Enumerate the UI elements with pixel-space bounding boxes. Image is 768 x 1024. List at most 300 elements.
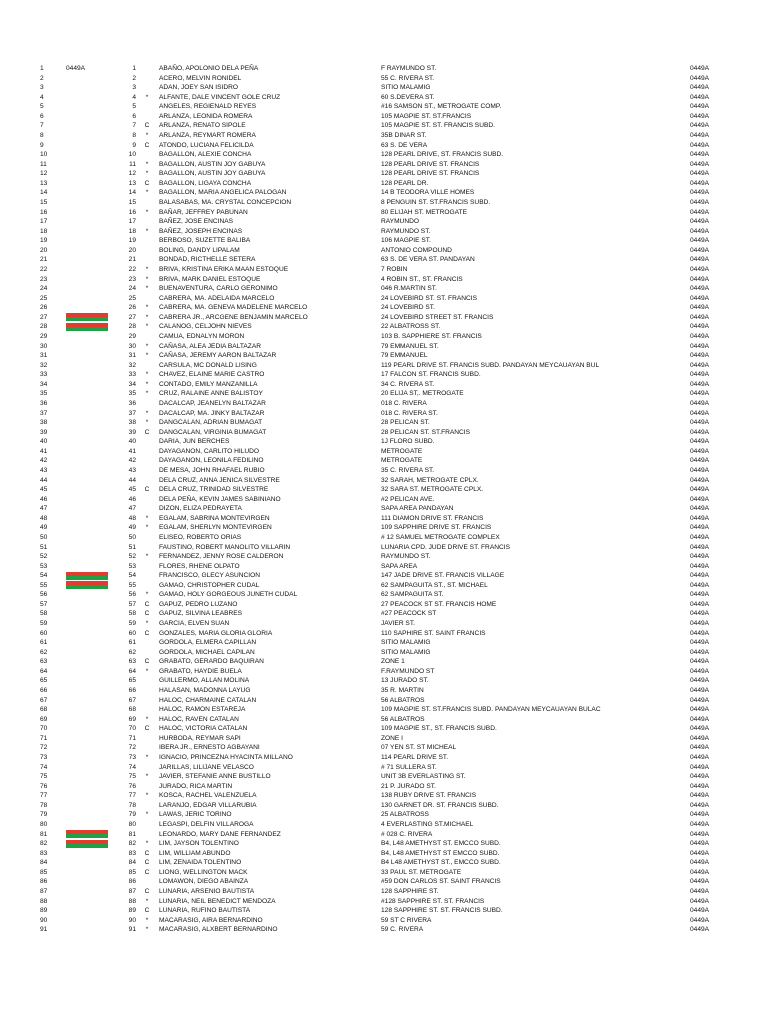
- voter-number: 50: [128, 533, 136, 541]
- row-seq-number: 41: [40, 447, 48, 455]
- precinct-code-right: 0449A: [690, 725, 710, 733]
- voter-number: 64: [128, 667, 136, 675]
- voter-address: # 028 C. RIVERA: [381, 830, 433, 838]
- table-row: [0, 141, 768, 151]
- voter-mark: *: [145, 93, 149, 101]
- precinct-code-right: 0449A: [690, 447, 710, 455]
- voter-address: SITIO MALAMIG: [381, 639, 431, 647]
- voter-address: 119 PEARL DRIVE ST. FRANCIS SUBD. PANDAYAN MEYCAUAYAN BUL: [381, 361, 600, 369]
- voter-number: 90: [128, 916, 136, 924]
- voter-name: ARLANZA, REYMART ROMERA: [159, 131, 256, 139]
- voter-address: LUNARIA CPD. JUDE DRIVE ST. FRANCIS: [381, 543, 510, 551]
- voter-number: 74: [128, 763, 136, 771]
- table-row: [0, 657, 768, 667]
- voter-name: MACARASIG, AIRA BERNARDINO: [159, 916, 263, 924]
- precinct-code-right: 0449A: [690, 342, 710, 350]
- voter-mark: *: [145, 189, 149, 197]
- voter-mark: *: [145, 160, 149, 168]
- row-seq-number: 23: [40, 275, 48, 283]
- voter-address: 32 SARAH, METROGATE CPLX.: [381, 476, 479, 484]
- voter-address: # 12 SAMUEL METROGATE COMPLEX: [381, 533, 500, 541]
- voter-address: 128 SAPPHIRE ST. ST. FRANCIS SUBD.: [381, 907, 503, 915]
- voter-number: 59: [128, 620, 136, 628]
- voter-address: 59 C. RIVERA: [381, 926, 424, 934]
- row-seq-number: 14: [40, 189, 48, 197]
- table-row: [0, 294, 768, 304]
- voter-address: SAPA AREA: [381, 562, 418, 570]
- precinct-code-right: 0449A: [690, 170, 710, 178]
- table-row: [0, 303, 768, 313]
- voter-number: 1: [132, 65, 136, 72]
- voter-address: 046 R.MARTIN ST.: [381, 285, 437, 293]
- voter-name: GAMAO, HOLY GORGEOUS JUNETH CUDAL: [159, 591, 298, 599]
- row-seq-number: 40: [40, 438, 48, 446]
- table-row: [0, 160, 768, 170]
- voter-number: 79: [128, 811, 136, 819]
- voter-number: 19: [128, 237, 136, 245]
- voter-name: GAPUZ, SILVINA LEABRES: [159, 610, 243, 618]
- precinct-code-right: 0449A: [690, 801, 710, 809]
- voter-name: IGNACIO, PRINCEZNA HYACINTA MILLANO: [159, 754, 293, 762]
- voter-mark: C: [144, 907, 150, 915]
- voter-name: JAVIER, STEFANIE ANNE BUSTILLO: [159, 773, 271, 781]
- precinct-code-right: 0449A: [690, 581, 710, 589]
- voter-name: JURADO, RICA MARTIN: [159, 782, 233, 790]
- voter-mark: C: [144, 725, 150, 733]
- row-seq-number: 43: [40, 466, 48, 474]
- voter-name: BUENAVENTURA, CARLO GERONIMO: [159, 285, 278, 293]
- row-seq-number: 39: [40, 428, 48, 436]
- voter-name: BAGALLON, MARIA ANGELICA PALOGAN: [159, 189, 287, 197]
- voter-name: GRABATO, HAYDIE BUELA: [159, 667, 242, 675]
- row-seq-number: 1: [40, 65, 44, 72]
- table-row: [0, 686, 768, 696]
- voter-address: 20 ELIJA ST,. METROGATE: [381, 390, 464, 398]
- table-row: [0, 284, 768, 294]
- row-seq-number: 16: [40, 208, 48, 216]
- precinct-code-right: 0449A: [690, 773, 710, 781]
- row-seq-number: 9: [40, 141, 44, 149]
- voter-name: BONDAD, RICTHELLE SETERA: [159, 256, 256, 264]
- voter-address: 21 P. JURADO ST.: [381, 782, 436, 790]
- row-seq-number: 59: [40, 620, 48, 628]
- voter-name: ALFANTE, DALE VINCENT GOLE CRUZ: [159, 93, 281, 101]
- precinct-code-right: 0449A: [690, 399, 710, 407]
- voter-number: 45: [128, 486, 136, 494]
- voter-name: ANGELES, REGIENALD REYES: [159, 103, 257, 111]
- row-seq-number: 61: [40, 639, 48, 647]
- table-row: [0, 820, 768, 830]
- voter-number: 5: [132, 103, 136, 111]
- voter-name: ACERO, MELVIN RONIDEL: [159, 74, 242, 82]
- voter-address: 109 SAPPHIRE DRIVE ST. FRANCIS: [381, 524, 492, 532]
- voter-name: DACALCAP, JEANELYN BALTAZAR: [159, 399, 266, 407]
- table-row: [0, 112, 768, 122]
- voter-mark: C: [144, 849, 150, 857]
- precinct-code-right: 0449A: [690, 687, 710, 695]
- precinct-code-right: 0449A: [690, 821, 710, 829]
- voter-mark: C: [144, 179, 150, 187]
- voter-number: 6: [132, 112, 136, 120]
- voter-number: 48: [128, 514, 136, 522]
- voter-name: GARCIA, ELVEN SUAN: [159, 620, 230, 628]
- precinct-code-right: 0449A: [690, 208, 710, 216]
- row-seq-number: 56: [40, 591, 48, 599]
- table-row: [0, 868, 768, 878]
- voter-number: 10: [128, 151, 136, 159]
- voter-mark: C: [144, 141, 150, 149]
- row-seq-number: 73: [40, 754, 48, 762]
- voter-name: BRIVA, MARK DANIEL ESTOQUE: [159, 275, 261, 283]
- voter-number: 82: [128, 840, 136, 848]
- table-row: [0, 179, 768, 189]
- voter-number: 26: [128, 304, 136, 312]
- voter-address: 62 SAMPAGUITA ST.: [381, 591, 444, 599]
- voter-name: IBERA JR., ERNESTO AGBAYANI: [159, 744, 260, 752]
- voter-name: EGALAM, SHERLYN MONTEVIRGEN: [159, 524, 272, 532]
- precinct-code-right: 0449A: [690, 610, 710, 618]
- table-row: [0, 667, 768, 677]
- table-row: [0, 466, 768, 476]
- voter-name: CONTADO, EMILY MANZANILLA: [159, 380, 258, 388]
- voter-name: BAÑAR, JEFFREY PABUNAN: [159, 208, 248, 216]
- voter-address: 13 JURADO ST.: [381, 677, 429, 685]
- precinct-code-right: 0449A: [690, 151, 710, 159]
- precinct-code-right: 0449A: [690, 486, 710, 494]
- row-seq-number: 67: [40, 696, 48, 704]
- voter-mark: C: [144, 610, 150, 618]
- voter-address: JAVIER ST.: [381, 620, 415, 628]
- table-row: [0, 906, 768, 916]
- table-row: [0, 198, 768, 208]
- table-row: [0, 696, 768, 706]
- precinct-code-right: 0449A: [690, 428, 710, 436]
- table-row: [0, 313, 768, 323]
- precinct-code-right: 0449A: [690, 840, 710, 848]
- voter-mark: *: [145, 342, 149, 350]
- voter-mark: *: [145, 390, 149, 398]
- voter-name: LAWAS, JERIC TORINO: [159, 811, 232, 819]
- row-seq-number: 22: [40, 265, 48, 273]
- voter-address: 34 C. RIVERA ST.: [381, 380, 435, 388]
- table-row: [0, 322, 768, 332]
- voter-number: 37: [128, 409, 136, 417]
- voter-mark: *: [145, 419, 149, 427]
- voter-number: 83: [128, 849, 136, 857]
- voter-mark: *: [145, 323, 149, 331]
- voter-number: 4: [132, 93, 136, 101]
- row-seq-number: 21: [40, 256, 48, 264]
- precinct-code-right: 0449A: [690, 782, 710, 790]
- table-row: [0, 705, 768, 715]
- precinct-code-right: 0449A: [690, 141, 710, 149]
- precinct-code-right: 0449A: [690, 103, 710, 111]
- table-row: [0, 504, 768, 514]
- precinct-code-right: 0449A: [690, 505, 710, 513]
- table-row: [0, 456, 768, 466]
- table-row: [0, 724, 768, 734]
- row-seq-number: 60: [40, 629, 48, 637]
- voter-number: 40: [128, 438, 136, 446]
- voter-mark: *: [145, 524, 149, 532]
- row-seq-number: 34: [40, 380, 48, 388]
- table-row: [0, 801, 768, 811]
- table-row: [0, 389, 768, 399]
- voter-mark: *: [145, 553, 149, 561]
- voter-name: ARLANZA, RENATO SIPOLE: [159, 122, 246, 130]
- row-seq-number: 55: [40, 581, 48, 589]
- table-row: [0, 351, 768, 361]
- row-seq-number: 12: [40, 170, 48, 178]
- voter-address: 1J FLORO SUBD.: [381, 438, 435, 446]
- voter-number: 12: [128, 170, 136, 178]
- voter-number: 43: [128, 466, 136, 474]
- precinct-code-right: 0449A: [690, 706, 710, 714]
- voter-number: 32: [128, 361, 136, 369]
- row-seq-number: 5: [40, 103, 44, 111]
- table-row: [0, 887, 768, 897]
- voter-address: #16 SAMSON ST., METROGATE COMP.: [381, 103, 502, 111]
- voter-number: 60: [128, 629, 136, 637]
- voter-name: LUNARIA, ARSENIO BAUTISTA: [159, 888, 255, 896]
- voter-address: 22 ALBATROSS ST.: [381, 323, 441, 331]
- voter-mark: *: [145, 304, 149, 312]
- voter-number: 88: [128, 897, 136, 905]
- flag-marker-icon: [66, 572, 108, 580]
- voter-number: 53: [128, 562, 136, 570]
- voter-number: 2: [132, 74, 136, 82]
- table-row: [0, 265, 768, 275]
- precinct-code-right: 0449A: [690, 160, 710, 168]
- table-row: [0, 208, 768, 218]
- voter-name: LIM, ZENAIDA TOLENTINO: [159, 859, 242, 867]
- table-row: [0, 74, 768, 84]
- precinct-code-right: 0449A: [690, 93, 710, 101]
- table-row: [0, 217, 768, 227]
- voter-number: 81: [128, 830, 136, 838]
- voter-mark: *: [145, 313, 149, 321]
- row-seq-number: 84: [40, 859, 48, 867]
- voter-address: 59 ST C RIVERA: [381, 916, 432, 924]
- precinct-code-right: 0449A: [690, 390, 710, 398]
- precinct-code-right: 0449A: [690, 543, 710, 551]
- voter-name: HALOC, RAVEN CATALAN: [159, 715, 239, 723]
- voter-name: MACARASIG, ALXBERT BERNARDINO: [159, 926, 278, 934]
- precinct-code-right: 0449A: [690, 763, 710, 771]
- voter-mark: *: [145, 131, 149, 139]
- row-seq-number: 29: [40, 332, 48, 340]
- voter-address: 147 JADE DRIVE ST. FRANCIS VILLAGE: [381, 572, 505, 580]
- voter-address: 28 PELICAN ST. ST.FRANCIS: [381, 428, 471, 436]
- precinct-code-right: 0449A: [690, 926, 710, 934]
- voter-address: 35 R. MARTIN: [381, 687, 424, 695]
- precinct-code-right: 0449A: [690, 524, 710, 532]
- flag-marker-icon: [66, 323, 108, 331]
- voter-address: 60 S.DEVERA ST.: [381, 93, 435, 101]
- precinct-code-right: 0449A: [690, 198, 710, 206]
- voter-number: 84: [128, 859, 136, 867]
- precinct-code-right: 0449A: [690, 495, 710, 503]
- table-row: [0, 562, 768, 572]
- voter-name: CHAVEZ, ELAINE MARIE CASTRO: [159, 371, 265, 379]
- voter-name: LOMAWON, DIEGO ABAINZA: [159, 878, 249, 886]
- table-row: [0, 485, 768, 495]
- voter-name: HALOC, RAMON ESTAREJA: [159, 706, 246, 714]
- table-row: [0, 600, 768, 610]
- voter-address: F RAYMUNDO ST.: [381, 65, 437, 72]
- table-row: [0, 370, 768, 380]
- voter-address: 14 B TEODORA VILLE HOMES: [381, 189, 475, 197]
- precinct-code-right: 0449A: [690, 438, 710, 446]
- voter-number: 35: [128, 390, 136, 398]
- row-seq-number: 77: [40, 792, 48, 800]
- voter-mark: *: [145, 275, 149, 283]
- row-seq-number: 87: [40, 888, 48, 896]
- row-seq-number: 7: [40, 122, 44, 130]
- precinct-code-right: 0449A: [690, 811, 710, 819]
- voter-name: FLORES, RHENE OLPATO: [159, 562, 240, 570]
- voter-number: 25: [128, 294, 136, 302]
- voter-number: 67: [128, 696, 136, 704]
- precinct-code-right: 0449A: [690, 572, 710, 580]
- row-seq-number: 69: [40, 715, 48, 723]
- voter-address: 25 ALBATROSS: [381, 811, 429, 819]
- voter-number: 75: [128, 773, 136, 781]
- row-seq-number: 64: [40, 667, 48, 675]
- voter-number: 20: [128, 246, 136, 254]
- voter-number: 3: [132, 84, 136, 92]
- precinct-code-right: 0449A: [690, 246, 710, 254]
- precinct-code-right: 0449A: [690, 792, 710, 800]
- voter-name: CAÑASA, ALEA JEDIA BALTAZAR: [159, 342, 261, 350]
- voter-mark: C: [144, 600, 150, 608]
- voter-number: 55: [128, 581, 136, 589]
- voter-number: 70: [128, 725, 136, 733]
- row-seq-number: 2: [40, 74, 44, 82]
- voter-address: SAPA AREA PANDAYAN: [381, 505, 454, 513]
- precinct-code-right: 0449A: [690, 285, 710, 293]
- precinct-code: 0449A: [66, 65, 86, 72]
- precinct-code-right: 0449A: [690, 888, 710, 896]
- precinct-code-right: 0449A: [690, 734, 710, 742]
- voter-number: 34: [128, 380, 136, 388]
- table-row: [0, 246, 768, 256]
- voter-address: SITIO MALAMIG: [381, 648, 431, 656]
- voter-number: 54: [128, 572, 136, 580]
- voter-number: 62: [128, 648, 136, 656]
- voter-mark: *: [145, 620, 149, 628]
- voter-number: 21: [128, 256, 136, 264]
- row-seq-number: 18: [40, 227, 48, 235]
- row-seq-number: 30: [40, 342, 48, 350]
- precinct-code-right: 0449A: [690, 878, 710, 886]
- voter-name: LIM, WILLIAM ABUNDO: [159, 849, 231, 857]
- table-row: [0, 514, 768, 524]
- table-row: [0, 552, 768, 562]
- voter-address: B4 L48 AMETHYST ST., EMCCO SUBD.: [381, 859, 501, 867]
- voter-name: ABAÑO, APOLONIO DELA PEÑA: [159, 65, 259, 72]
- table-row: [0, 102, 768, 112]
- row-seq-number: 91: [40, 926, 48, 934]
- row-seq-number: 85: [40, 868, 48, 876]
- row-seq-number: 86: [40, 878, 48, 886]
- voter-address: 8 PENGUIN ST. ST.FRANCIS SUBD.: [381, 198, 491, 206]
- table-row: [0, 121, 768, 131]
- row-seq-number: 33: [40, 371, 48, 379]
- row-seq-number: 28: [40, 323, 48, 331]
- row-seq-number: 58: [40, 610, 48, 618]
- row-seq-number: 80: [40, 821, 48, 829]
- table-row: [0, 619, 768, 629]
- voter-mark: C: [144, 629, 150, 637]
- table-row: [0, 169, 768, 179]
- voter-number: 91: [128, 926, 136, 934]
- table-row: [0, 810, 768, 820]
- voter-address: 128 PEARL DR.: [381, 179, 429, 187]
- precinct-code-right: 0449A: [690, 553, 710, 561]
- voter-number: 28: [128, 323, 136, 331]
- voter-name: FAUSTINO, ROBERT MANOLITO VILLARIN: [159, 543, 291, 551]
- row-seq-number: 26: [40, 304, 48, 312]
- voter-name: GAPUZ, PEDRO LUZANO: [159, 600, 238, 608]
- table-row: [0, 590, 768, 600]
- voter-address: 103 B. SAPPHIERE ST. FRANCIS: [381, 332, 482, 340]
- voter-number: 68: [128, 706, 136, 714]
- row-seq-number: 47: [40, 505, 48, 513]
- voter-name: GAMAO, CHRISTOPHER CUDAL: [159, 581, 260, 589]
- row-seq-number: 25: [40, 294, 48, 302]
- voter-name: LUNARIA, RUFINO BAUTISTA: [159, 907, 251, 915]
- row-seq-number: 54: [40, 572, 48, 580]
- row-seq-number: 51: [40, 543, 48, 551]
- precinct-code-right: 0449A: [690, 658, 710, 666]
- row-seq-number: 81: [40, 830, 48, 838]
- row-seq-number: 32: [40, 361, 48, 369]
- precinct-code-right: 0449A: [690, 907, 710, 915]
- precinct-code-right: 0449A: [690, 600, 710, 608]
- voter-address: 79 EMMANUEL: [381, 352, 428, 360]
- voter-name: LEGASPI, DELFIN VILLAROGA: [159, 821, 254, 829]
- voter-name: DE MESA, JOHN RHAFAEL RUBIO: [159, 466, 265, 474]
- row-seq-number: 3: [40, 84, 44, 92]
- voter-name: JARILLAS, LILIJANE VELASCO: [159, 763, 254, 771]
- voter-address: 110 SAPHIRE ST. SAINT FRANCIS: [381, 629, 486, 637]
- precinct-code-right: 0449A: [690, 294, 710, 302]
- table-row: [0, 925, 768, 935]
- voter-number: 42: [128, 457, 136, 465]
- voter-number: 61: [128, 639, 136, 647]
- voter-address: 111 DIAMON DRIVE ST. FRANCIS: [381, 514, 484, 522]
- table-row: [0, 275, 768, 285]
- voter-address: # 71 SULLERA ST.: [381, 763, 437, 771]
- table-row: [0, 581, 768, 591]
- row-seq-number: 49: [40, 524, 48, 532]
- voter-name: DACALCAP, MA. JINKY BALTAZAR: [159, 409, 265, 417]
- voter-address: 4 EVERLASTING ST.MICHAEL: [381, 821, 474, 829]
- precinct-code-right: 0449A: [690, 849, 710, 857]
- table-row: [0, 83, 768, 93]
- voter-number: 23: [128, 275, 136, 283]
- voter-name: ELISEO, ROBERTO ORIAS: [159, 533, 242, 541]
- voter-mark: *: [145, 840, 149, 848]
- voter-mark: *: [145, 667, 149, 675]
- voter-address: 128 PEARL DRIVE, ST. FRANCIS SUBD.: [381, 151, 504, 159]
- voter-name: DELA CRUZ, TRINIDAD SILVESTRE: [159, 486, 269, 494]
- voter-name: DARIA, JUN BERCHES: [159, 438, 230, 446]
- voter-mark: C: [144, 658, 150, 666]
- flag-marker-icon: [66, 840, 108, 848]
- precinct-code-right: 0449A: [690, 514, 710, 522]
